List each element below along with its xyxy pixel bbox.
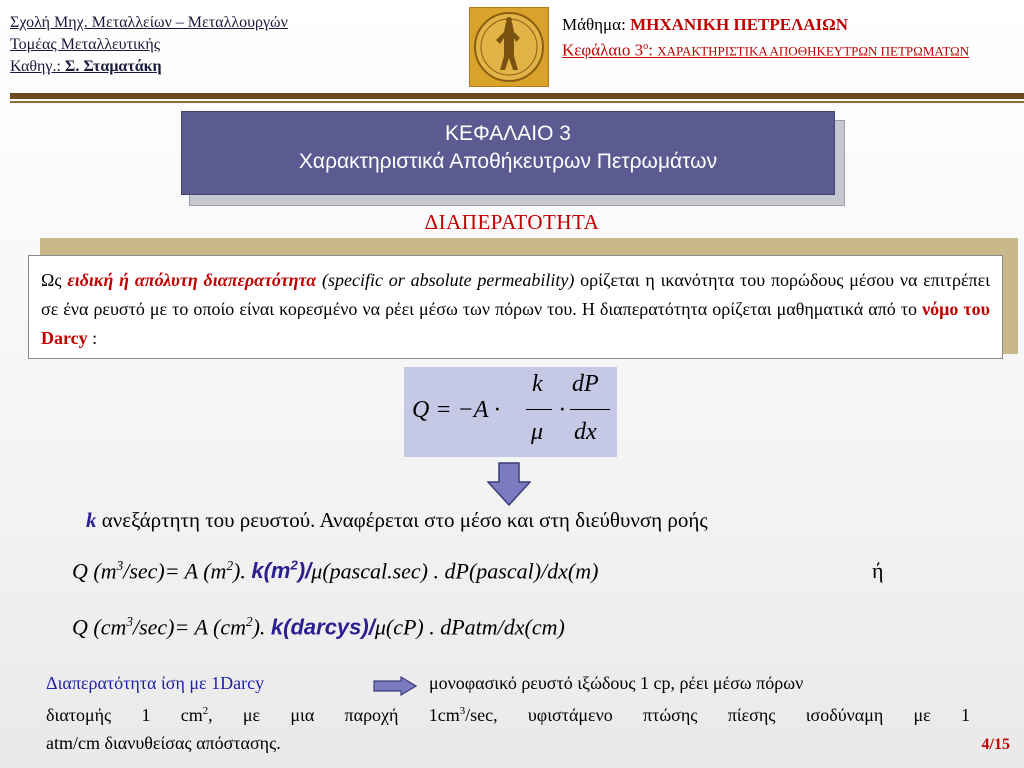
note-lead: Διαπερατότητα ίση με 1Darcy	[46, 673, 265, 693]
note-line2: διατομής 1 $cm^2$, με μια παροχή $1cm^3/\sec$, υφιστάμενο πτώσης πίεσης ισοδύναμη με 1	[46, 705, 971, 725]
k-description: k ανεξάρτητη του ρευστού. Αναφέρεται στο μέσο και στη διεύθυνση ροής	[86, 508, 708, 532]
page-number: 4/15	[981, 736, 1010, 753]
chapter-title-box	[181, 111, 835, 195]
header-course	[562, 14, 969, 63]
down-arrow-icon	[487, 462, 531, 506]
definition-term: ειδική ή απόλυτη διαπερατότητα	[67, 270, 317, 290]
formula-practical: Q $(cm^3/\sec)= A$ $(cm^2)$. k(darcys)/μ(cP) . dPatm/dx(cm)	[72, 614, 565, 640]
chapter-line: Κεφάλαιο $3^o$: ΧΑΡΑΚΤΗΡΙΣΤΙΚΑ ΑΠΟΘΗΚΕΥΤΡΩΝ ΠΕΤΡΩΜΑΤΩΝ	[562, 40, 970, 60]
equation-dot: ·	[559, 397, 565, 423]
equation-mu: μ	[531, 419, 544, 445]
note-line3: atm/cm διανυθείσας απόστασης.	[46, 733, 281, 753]
header-institution	[10, 12, 288, 78]
professor-name: Σ. Σταματάκη	[64, 58, 162, 75]
section-subtitle: ΔΙΑΠΕΡΑΤΟΤΗΤΑ	[424, 210, 600, 234]
professor-line: Καθηγ.: Σ. Σταματάκη	[10, 58, 162, 75]
chapter-title-line2: Χαρακτηριστικά Αποθήκευτρων Πετρωμάτων	[298, 150, 718, 173]
formula-si: Q $(m^3/\sec)= A$ $(m^2)$. $k(m^2)/\mu(pascal.\sec)$ . dP(pascal)/dx(m) ή	[72, 558, 884, 584]
header-divider-thin	[10, 101, 1024, 103]
university-seal-logo	[469, 7, 549, 87]
course-name: ΜΗΧΑΝΙΚΗ ΠΕΤΡΕΛΑΙΩΝ	[630, 15, 849, 34]
darcy-definition-note	[46, 669, 970, 757]
equation-dx: dx	[574, 419, 597, 445]
school-name: Σχολή Μηχ. Μεταλλείων – Μεταλλουργών	[10, 14, 288, 31]
definition-english: (specific or absolute permeability)	[316, 270, 575, 290]
darcy-law-label: νόμο του Darcy	[41, 299, 990, 348]
note-line1: μονοφασικό ρευστό ιξώδους 1 cp, ρέει μέσω πόρων	[429, 673, 804, 693]
equation-dp: dP	[572, 371, 599, 397]
department-name: Τομέας Μεταλλευτικής	[10, 36, 161, 53]
or-label: ή	[872, 558, 884, 583]
chapter-title-line1: ΚΕΦΑΛΑΙΟ 3	[445, 122, 571, 145]
darcy-equation	[404, 367, 617, 457]
chapter-name: ΧΑΡΑΚΤΗΡΙΣΤΙΚΑ ΑΠΟΘΗΚΕΥΤΡΩΝ ΠΕΤΡΩΜΑΤΩΝ	[657, 43, 970, 59]
definition-box: Ως ειδική ή απόλυτη διαπερατότητα (specific or absolute permeability) ορίζεται η ικανότητα του πορώδους μέσου να επιτρέπει σε ένα ρευστό με το οποίο είναι κορεσμένο να ρέει μέσω των πόρων του. Η διαπερατότητα ορίζεται μαθηματικά από το νόμο του Darcy :	[28, 255, 1003, 359]
equation-k: k	[532, 371, 543, 397]
equation-lhs: Q = −A ·	[412, 397, 500, 423]
header-divider	[10, 93, 1024, 99]
course-line: Μάθημα: ΜΗΧΑΝΙΚΗ ΠΕΤΡΕΛΑΙΩΝ	[562, 15, 849, 34]
right-arrow-icon	[373, 676, 417, 696]
